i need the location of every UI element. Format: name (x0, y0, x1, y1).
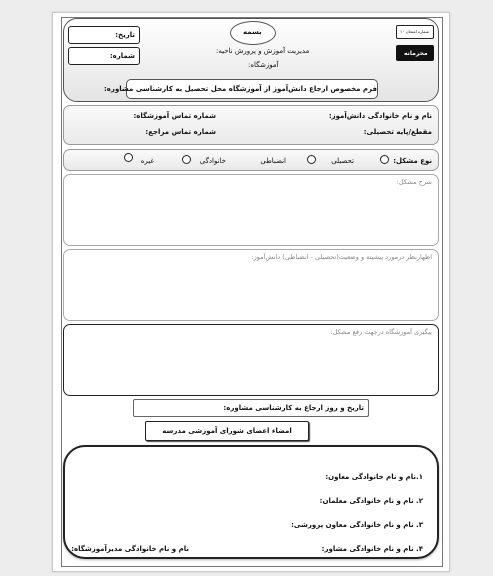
signature-teachers: ۲. نام و نام خانوادگی معلمان: (319, 497, 423, 505)
student-name-label: نام و نام خانوادگی دانش‌آموز: (328, 112, 432, 120)
signature-title-box (145, 421, 309, 441)
grade-label: مقطع/پایه تحصیلی: (363, 128, 432, 136)
option-disciplinary-label: انضباطی (260, 157, 286, 165)
referral-date-label: تاریخ و روز ارجاع به کارشناسی مشاوره: (223, 404, 364, 412)
signature-title: امضاء اعضای شورای آموزشی مدرسه (162, 427, 292, 435)
problem-type-label: نوع مشکل: (393, 157, 432, 165)
description-box[interactable] (63, 174, 439, 246)
number-box[interactable] (68, 47, 140, 65)
header-panel (63, 18, 439, 102)
date-label: تاریخ: (115, 31, 135, 39)
form-title: فرم مخصوص ارجاع دانش‌آموز از آموزشگاه محل تحصیل به کارشناسی مشاوره: (103, 85, 377, 93)
exam-number-box (396, 25, 434, 39)
option-academic-label: تحصیلی (331, 157, 354, 165)
signatures-panel (63, 445, 439, 559)
secret-badge (396, 45, 434, 61)
school-label: آموزشگاه: (248, 61, 279, 69)
form-title-box (103, 79, 378, 99)
student-info-panel (63, 105, 439, 145)
referral-date-box[interactable] (133, 399, 369, 417)
number-label: شماره: (109, 52, 135, 60)
option-other-label: غیره (140, 157, 154, 165)
problem-type-panel (63, 149, 439, 171)
radio-family[interactable] (182, 155, 191, 164)
form-page (52, 12, 450, 572)
radio-disciplinary[interactable] (307, 155, 316, 164)
bismillah-oval (230, 21, 276, 45)
contact-label: شماره تماس مراجع: (145, 128, 216, 136)
school-phone-label: شماره تماس آموزشگاه: (133, 112, 216, 120)
followup-box[interactable] (63, 324, 439, 396)
exam-number-text: شماره امتحان ۱۰ (400, 29, 429, 34)
bismillah-text: بسمه (243, 28, 262, 36)
radio-academic[interactable] (380, 155, 389, 164)
signature-cultural-vice: ۳. نام و نام خانوادگی معاون پرورشی: (291, 521, 423, 529)
option-family-label: خانوادگی (199, 157, 226, 165)
opinion-box[interactable] (63, 249, 439, 321)
description-label: شرح مشکل: (396, 178, 432, 186)
radio-other[interactable] (124, 153, 133, 162)
signature-vice-principal: ۱.نام و نام خانوادگی معاون: (325, 473, 423, 481)
signature-principal: نام و نام خانوادگی مدیرآموزشگاه: (71, 545, 189, 553)
office-label: مدیریت آموزش و پرورش ناحیه: (216, 47, 310, 55)
date-box[interactable] (68, 26, 140, 44)
opinion-label: اظهارنظر درمورد پیشینه و وضعیت(تحصیلی - انضباطی) دانش‌آموز: (251, 253, 432, 261)
followup-label: پیگیری آموزشگاه درجهت رفع مشکل: (330, 328, 432, 336)
signature-counselor: ۴. نام و نام خانوادگی مشاور: (321, 545, 423, 553)
secret-text: محرمانه (404, 50, 428, 57)
